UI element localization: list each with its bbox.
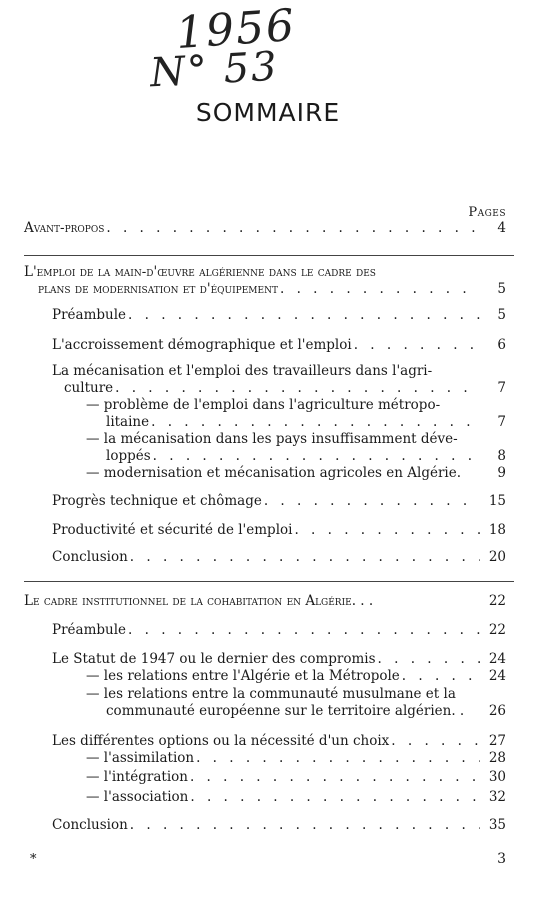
toc-sub-metropole-line1: — problème de l'emploi dans l'agriculture métropo-: [86, 397, 441, 413]
pages-column-header: Pages: [468, 205, 506, 220]
toc-entry-preambule-2: Préambule . . . 22: [52, 622, 506, 638]
toc-entry-accroissement: L'accroissement démographique et l'emploi . . . 6: [52, 337, 506, 353]
toc-sub-algerie: — modernisation et mécanisation agricoles en Algérie. 9: [86, 465, 506, 481]
toc-entry-progres: Progrès technique et chômage . . . 15: [52, 493, 506, 509]
toc-sub-communaute: communauté européenne sur le territoire algérien. . 26: [106, 703, 506, 719]
toc-sub-relations: — les relations entre l'Algérie et la Métropole . . . 24: [86, 668, 506, 684]
handwritten-year: 1956: [174, 0, 298, 60]
page-number: 3: [497, 851, 506, 867]
toc-entry-conclusion-1: Conclusion . . . 20: [52, 549, 506, 565]
toc-sub-association: — l'association . . . 32: [86, 789, 506, 805]
toc-sub-metropole: litaine . . . 7: [106, 414, 506, 430]
toc-entry-conclusion-2: Conclusion . . . 35: [52, 817, 506, 833]
toc-sub-integration: — l'intégration . . . 30: [86, 769, 506, 785]
toc-sub-pays: loppés . . . 8: [106, 448, 506, 464]
toc-entry-part1: plans de modernisation et d'équipement . . . 5: [38, 281, 506, 297]
part1-heading-line1: L'emploi de la main-d'œuvre algérienne dans le cadre des: [24, 264, 376, 280]
handwritten-number: N° 53: [148, 43, 280, 97]
section-divider: [24, 255, 514, 256]
toc-entry-mecanisation: culture . . . 7: [64, 380, 506, 396]
toc-sub-pays-line1: — la mécanisation dans les pays insuffisamment déve-: [86, 431, 458, 447]
toc-entry-preambule-1: Préambule . . . 5: [52, 307, 506, 323]
toc-entry-avant-propos: Avant-propos . . . 4: [24, 220, 506, 236]
toc-entry-options: Les différentes options ou la nécessité d'un choix . . . 27: [52, 733, 506, 749]
footer-mark: *: [30, 852, 37, 867]
section-divider: [24, 581, 514, 582]
toc-entry-part2: Le cadre institutionnel de la cohabitation en Algérie. . . 22: [24, 593, 506, 609]
toc-sub-assimilation: — l'assimilation . . . 28: [86, 750, 506, 766]
toc-entry-productivite: Productivité et sécurité de l'emploi . . . 18: [52, 522, 506, 538]
page-title: SOMMAIRE: [195, 98, 341, 127]
toc-entry-statut: Le Statut de 1947 ou le dernier des compromis . . . 24: [52, 651, 506, 667]
toc-sub-communaute-line1: — les relations entre la communauté musulmane et la: [86, 686, 456, 702]
toc-entry-mecanisation-line1: La mécanisation et l'emploi des travailleurs dans l'agri-: [52, 363, 433, 379]
